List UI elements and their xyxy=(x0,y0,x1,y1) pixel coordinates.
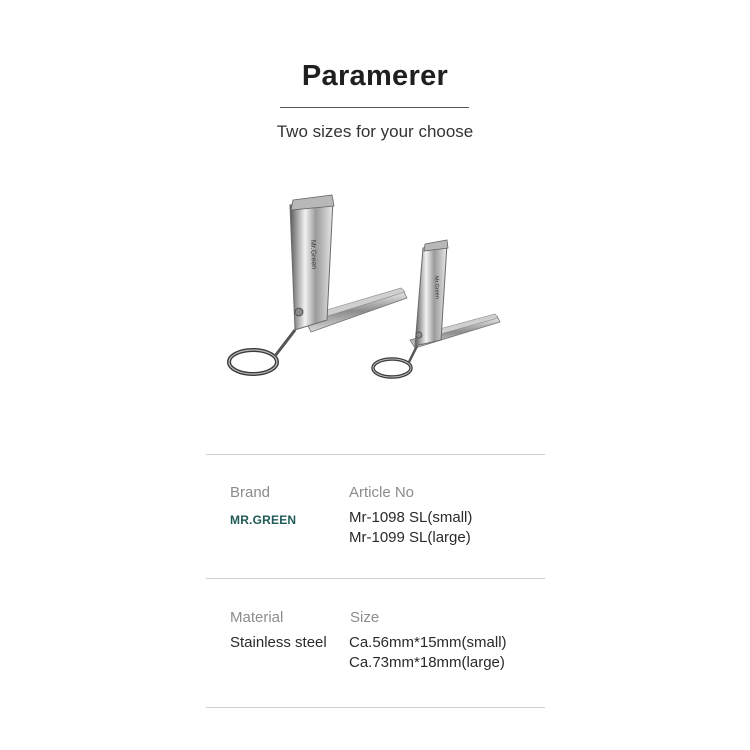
article-label: Article No xyxy=(349,484,415,501)
divider-bottom xyxy=(206,707,545,708)
material-label: Material xyxy=(230,609,284,626)
small-engraving: Mr.Green xyxy=(433,275,440,299)
article-value-large: Mr-1099 SL(large) xyxy=(349,529,471,546)
brand-label: Brand xyxy=(230,484,271,501)
size-value-large: Ca.73mm*18mm(large) xyxy=(349,654,505,671)
title-underline xyxy=(280,107,469,108)
page-subtitle: Two sizes for your choose xyxy=(276,122,474,141)
size-value-small: Ca.56mm*15mm(small) xyxy=(349,634,507,651)
large-engraving: Mr.Green xyxy=(309,239,318,270)
article-value-small: Mr-1098 SL(small) xyxy=(349,509,473,526)
size-label: Size xyxy=(350,609,380,626)
small-clipper xyxy=(373,240,500,377)
page-title: Paramerer xyxy=(301,60,449,92)
large-clipper xyxy=(229,195,407,374)
brand-logo: MR.GREEN xyxy=(230,513,297,527)
divider-middle xyxy=(206,578,545,579)
material-value: Stainless steel xyxy=(230,634,327,651)
divider-top xyxy=(206,454,545,455)
nail-clippers-image xyxy=(215,180,525,420)
